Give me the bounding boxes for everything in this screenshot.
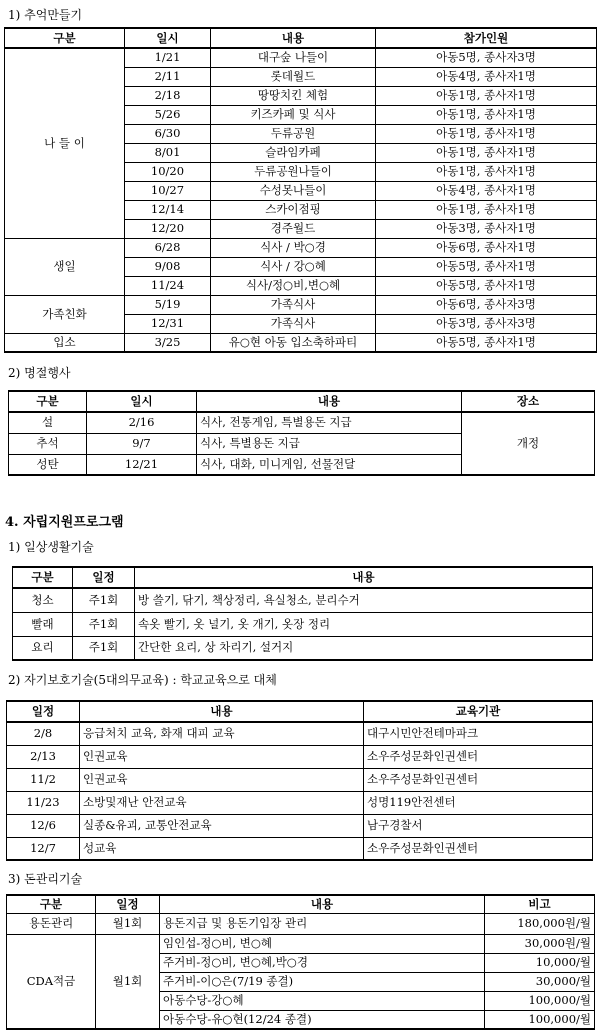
cell-content: 대구숲 나들이 xyxy=(211,48,376,67)
table-row xyxy=(7,913,595,934)
cell-content: 실종&유괴, 교통안전교육 xyxy=(80,814,364,837)
header-content: 내용 xyxy=(160,895,485,913)
cell-date: 5/19 xyxy=(125,295,211,314)
cell-note: 100,000/월 xyxy=(485,991,595,1010)
cell-category: 요리 xyxy=(13,636,73,660)
cell-category: 가족친화 xyxy=(5,295,125,333)
cell-institution: 소우주성문화인권센터 xyxy=(364,837,593,860)
header-note: 비고 xyxy=(485,895,595,913)
header-schedule: 일정 xyxy=(7,701,80,722)
table-row xyxy=(5,295,597,314)
cell-participants: 아동4명, 종사자1명 xyxy=(376,67,597,86)
cell-content: 용돈지급 및 용돈기입장 관리 xyxy=(160,913,485,934)
cell-note: 10,000/월 xyxy=(485,953,595,972)
cell-content: 아동수당-유○현(12/24 종결) xyxy=(160,1010,485,1029)
cell-content: 땅땅치킨 체험 xyxy=(211,86,376,105)
table-row xyxy=(13,612,593,636)
cell-content: 수성못나들이 xyxy=(211,181,376,200)
cell-category: 입소 xyxy=(5,333,125,352)
cell-participants: 아동6명, 종사자1명 xyxy=(376,238,597,257)
header-content: 내용 xyxy=(80,701,364,722)
cell-date: 2/18 xyxy=(125,86,211,105)
cell-participants: 아동5명, 종사자3명 xyxy=(376,48,597,67)
cell-category: 생일 xyxy=(5,238,125,295)
section-title-self-protection: 2) 자기보호기술(5대의무교육) : 학교교육으로 대체 xyxy=(8,673,277,687)
cell-content: 성교육 xyxy=(80,837,364,860)
cell-schedule: 주1회 xyxy=(73,612,135,636)
cell-schedule: 주1회 xyxy=(73,636,135,660)
cell-content: 식사, 특별용돈 지급 xyxy=(197,433,462,454)
cell-institution: 성명119안전센터 xyxy=(364,791,593,814)
cell-date: 9/08 xyxy=(125,257,211,276)
header-date: 일시 xyxy=(125,28,211,48)
table-row xyxy=(13,588,593,612)
cell-content: 아동수당-강○혜 xyxy=(160,991,485,1010)
cell-schedule: 월1회 xyxy=(96,913,160,934)
cell-content: 스카이점핑 xyxy=(211,200,376,219)
cell-content: 인권교육 xyxy=(80,745,364,768)
cell-content: 키즈카페 및 식사 xyxy=(211,105,376,124)
cell-participants: 아동1명, 종사자1명 xyxy=(376,124,597,143)
cell-content: 슬라임카페 xyxy=(211,143,376,162)
table-row xyxy=(7,768,593,791)
header-content: 내용 xyxy=(135,567,593,588)
memories-table xyxy=(4,27,597,353)
cell-schedule: 2/13 xyxy=(7,745,80,768)
cell-participants: 아동1명, 종사자1명 xyxy=(376,143,597,162)
cell-date: 2/11 xyxy=(125,67,211,86)
cell-content: 식사 / 강○혜 xyxy=(211,257,376,276)
cell-participants: 아동1명, 종사자1명 xyxy=(376,162,597,181)
cell-date: 6/28 xyxy=(125,238,211,257)
cell-content: 응급처치 교육, 화재 대피 교육 xyxy=(80,722,364,745)
cell-date: 9/7 xyxy=(87,433,197,454)
table-row xyxy=(13,636,593,660)
cell-participants: 아동1명, 종사자1명 xyxy=(376,105,597,124)
section-title-holidays: 2) 명절행사 xyxy=(8,366,71,380)
cell-schedule: 2/8 xyxy=(7,722,80,745)
table-row xyxy=(7,722,593,745)
table-row xyxy=(7,934,595,953)
table-row xyxy=(7,814,593,837)
cell-note: 30,000원/월 xyxy=(485,934,595,953)
cell-category: 빨래 xyxy=(13,612,73,636)
cell-date: 5/26 xyxy=(125,105,211,124)
cell-category: 용돈관리 xyxy=(7,913,96,934)
cell-participants: 아동5명, 종사자1명 xyxy=(376,333,597,352)
header-category: 구분 xyxy=(5,28,125,48)
cell-date: 12/20 xyxy=(125,219,211,238)
cell-participants: 아동3명, 종사자3명 xyxy=(376,314,597,333)
cell-content: 두류공원 xyxy=(211,124,376,143)
cell-date: 12/31 xyxy=(125,314,211,333)
cell-participants: 아동3명, 종사자1명 xyxy=(376,219,597,238)
table-row xyxy=(7,745,593,768)
cell-participants: 아동1명, 종사자1명 xyxy=(376,86,597,105)
cell-content: 속옷 빨기, 옷 널기, 옷 개기, 옷장 정리 xyxy=(135,612,593,636)
cell-institution: 소우주성문화인권센터 xyxy=(364,768,593,791)
cell-content: 방 쓸기, 닦기, 책상정리, 욕실청소, 분리수거 xyxy=(135,588,593,612)
cell-participants: 아동5명, 종사자1명 xyxy=(376,276,597,295)
daily-skills-table xyxy=(12,566,593,661)
table-row xyxy=(5,333,597,352)
cell-schedule: 12/7 xyxy=(7,837,80,860)
cell-content: 두류공원나들이 xyxy=(211,162,376,181)
cell-content: 식사, 대화, 미니게임, 선물전달 xyxy=(197,454,462,475)
cell-category: 나 들 이 xyxy=(5,48,125,238)
cell-schedule: 주1회 xyxy=(73,588,135,612)
cell-participants: 아동6명, 종사자3명 xyxy=(376,295,597,314)
header-schedule: 일정 xyxy=(73,567,135,588)
self-protection-table xyxy=(6,700,593,861)
cell-note: 180,000원/월 xyxy=(485,913,595,934)
cell-note: 30,000/월 xyxy=(485,972,595,991)
cell-date: 2/16 xyxy=(87,412,197,433)
cell-category: 설 xyxy=(9,412,87,433)
cell-content: 주거비-이○은(7/19 종결) xyxy=(160,972,485,991)
cell-institution: 대구시민안전테마파크 xyxy=(364,722,593,745)
header-category: 구분 xyxy=(13,567,73,588)
cell-content: 주거비-정○비, 변○혜,박○경 xyxy=(160,953,485,972)
cell-content: 가족식사 xyxy=(211,295,376,314)
cell-place: 개정 xyxy=(462,412,595,475)
cell-content: 인권교육 xyxy=(80,768,364,791)
table-row xyxy=(7,791,593,814)
header-place: 장소 xyxy=(462,391,595,412)
section-title-daily-skills: 1) 일상생활기술 xyxy=(8,540,94,554)
cell-participants: 아동1명, 종사자1명 xyxy=(376,200,597,219)
cell-date: 12/14 xyxy=(125,200,211,219)
cell-content: 유○현 아동 입소축하파티 xyxy=(211,333,376,352)
cell-date: 12/21 xyxy=(87,454,197,475)
header-date: 일시 xyxy=(87,391,197,412)
header-schedule: 일정 xyxy=(96,895,160,913)
cell-category: CDA적금 xyxy=(7,934,96,1029)
header-category: 구분 xyxy=(9,391,87,412)
cell-date: 3/25 xyxy=(125,333,211,352)
money-skills-table xyxy=(6,894,595,1030)
cell-content: 임인섭-정○비, 변○혜 xyxy=(160,934,485,953)
cell-date: 6/30 xyxy=(125,124,211,143)
header-participants: 참가인원 xyxy=(376,28,597,48)
header-category: 구분 xyxy=(7,895,96,913)
cell-content: 식사/정○비,변○혜 xyxy=(211,276,376,295)
cell-institution: 소우주성문화인권센터 xyxy=(364,745,593,768)
main-heading-independence: 4. 자립지원프로그램 xyxy=(5,515,124,530)
cell-schedule: 11/2 xyxy=(7,768,80,791)
cell-date: 8/01 xyxy=(125,143,211,162)
header-content: 내용 xyxy=(211,28,376,48)
cell-schedule: 월1회 xyxy=(96,934,160,1029)
cell-note: 100,000/월 xyxy=(485,1010,595,1029)
table-row xyxy=(5,238,597,257)
holidays-table xyxy=(8,390,595,476)
cell-date: 10/20 xyxy=(125,162,211,181)
cell-content: 소방및재난 안전교육 xyxy=(80,791,364,814)
header-content: 내용 xyxy=(197,391,462,412)
cell-participants: 아동4명, 종사자1명 xyxy=(376,181,597,200)
cell-category: 청소 xyxy=(13,588,73,612)
cell-content: 식사 / 박○경 xyxy=(211,238,376,257)
cell-institution: 남구경찰서 xyxy=(364,814,593,837)
table-row xyxy=(5,48,597,67)
cell-schedule: 12/6 xyxy=(7,814,80,837)
section-title-money-skills: 3) 돈관리기술 xyxy=(8,872,83,886)
cell-content: 경주월드 xyxy=(211,219,376,238)
section-title-memories: 1) 추억만들기 xyxy=(8,8,83,22)
cell-content: 롯데월드 xyxy=(211,67,376,86)
cell-schedule: 11/23 xyxy=(7,791,80,814)
header-institution: 교육기관 xyxy=(364,701,593,722)
cell-content: 식사, 전통게임, 특별용돈 지급 xyxy=(197,412,462,433)
cell-category: 성탄 xyxy=(9,454,87,475)
table-row xyxy=(9,412,595,433)
cell-category: 추석 xyxy=(9,433,87,454)
cell-date: 1/21 xyxy=(125,48,211,67)
cell-date: 11/24 xyxy=(125,276,211,295)
cell-date: 10/27 xyxy=(125,181,211,200)
cell-participants: 아동5명, 종사자1명 xyxy=(376,257,597,276)
cell-content: 가족식사 xyxy=(211,314,376,333)
cell-content: 간단한 요리, 상 차리기, 설거지 xyxy=(135,636,593,660)
table-row xyxy=(7,837,593,860)
